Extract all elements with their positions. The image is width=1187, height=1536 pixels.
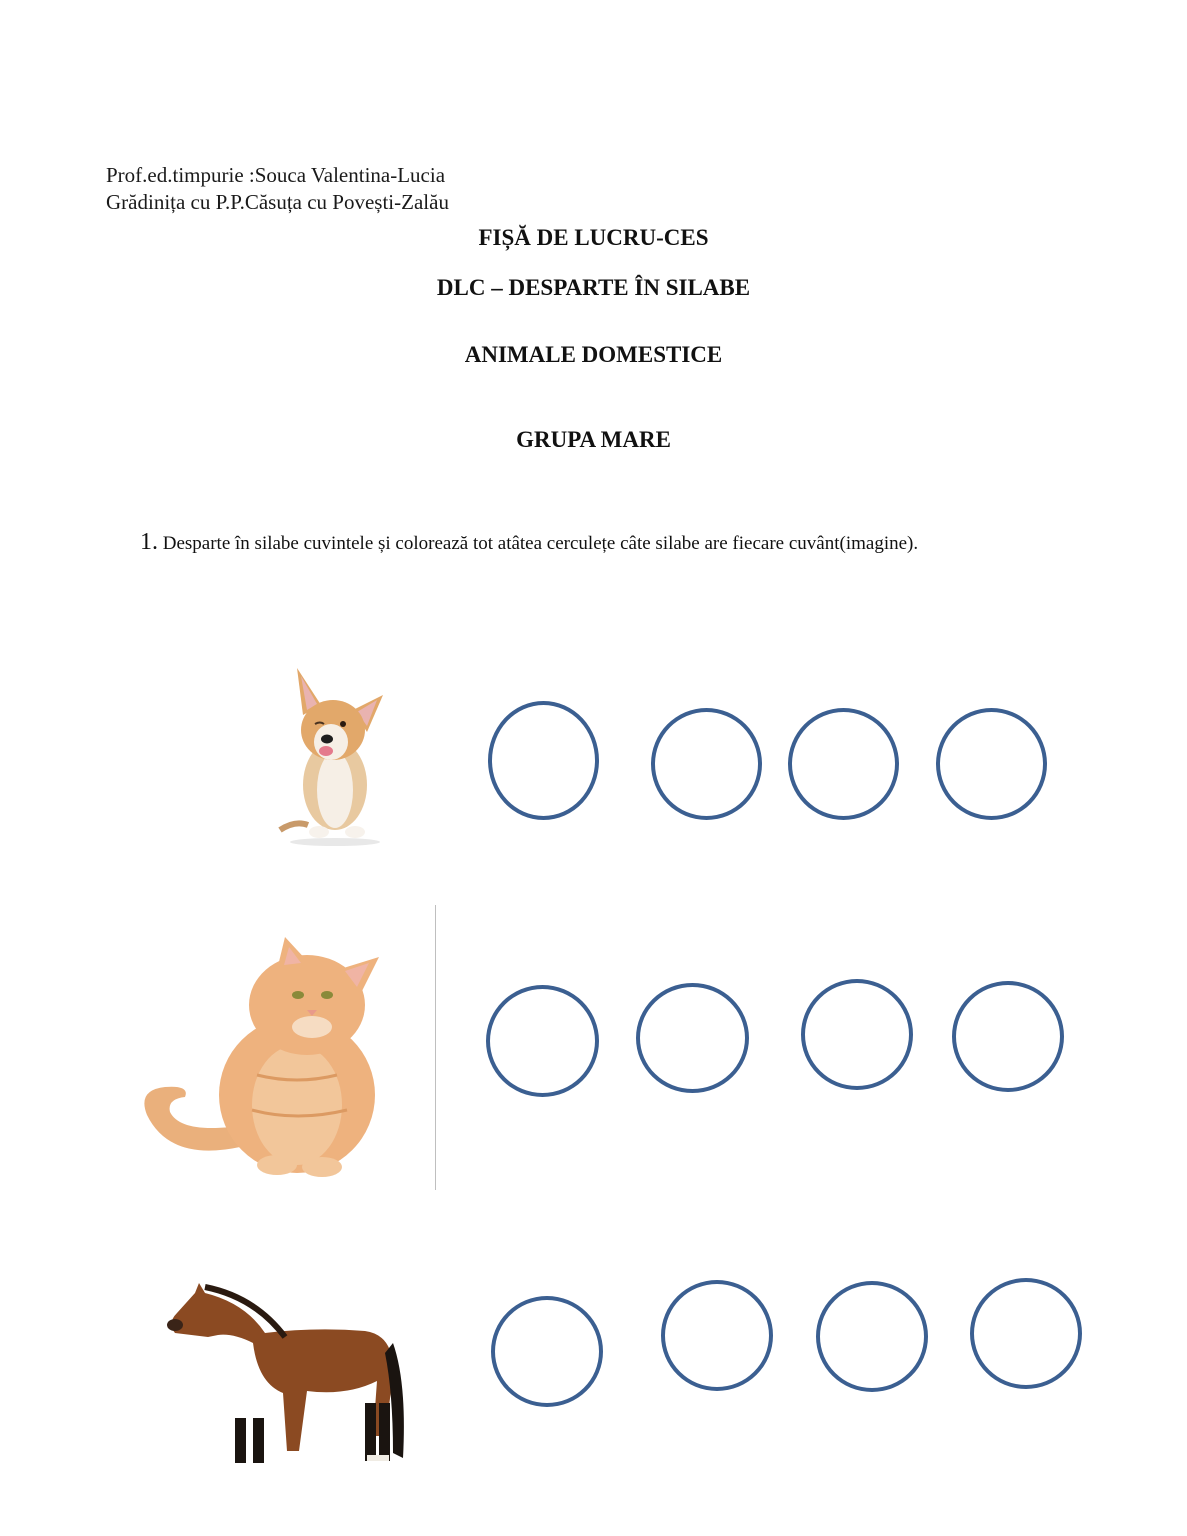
syllable-circle-r2-c3[interactable] [801,979,913,1090]
theme-title: ANIMALE DOMESTICE [464,342,723,367]
syllable-circle-r1-c3[interactable] [788,708,899,820]
syllable-circle-r2-c2[interactable] [636,983,749,1093]
horse-image [165,1283,410,1471]
subject-title: DLC – DESPARTE ÎN SILABE [436,275,751,300]
syllable-circle-r2-c4[interactable] [952,981,1064,1092]
syllable-circle-r3-c2[interactable] [661,1280,773,1391]
syllable-circle-r1-c1[interactable] [488,701,599,820]
cat-image [137,935,392,1180]
syllable-circle-r3-c1[interactable] [491,1296,603,1407]
vertical-divider [435,905,436,1190]
syllable-circle-r1-c4[interactable] [936,708,1047,820]
exercise-number: 1. [140,529,158,555]
dog-image [275,660,390,848]
author-block [106,162,449,216]
worksheet-title: FIȘĂ DE LUCRU-CES [478,225,709,250]
exercise-instruction [140,527,1025,559]
exercise-text: Desparte în silabe cuvintele și colorează tot atâtea cerculețe câte silabe are fiecare cuvânt(imagine). [158,533,919,554]
syllable-circle-r2-c1[interactable] [486,985,599,1097]
syllable-circle-r3-c4[interactable] [970,1278,1082,1389]
syllable-circle-r3-c3[interactable] [816,1281,928,1392]
school-line: Grădinița cu P.P.Căsuța cu Povești-Zalău [106,190,449,214]
author-line: Prof.ed.timpurie :Souca Valentina-Lucia [106,163,446,187]
group-title: GRUPA MARE [516,427,671,452]
syllable-circle-r1-c2[interactable] [651,708,762,820]
